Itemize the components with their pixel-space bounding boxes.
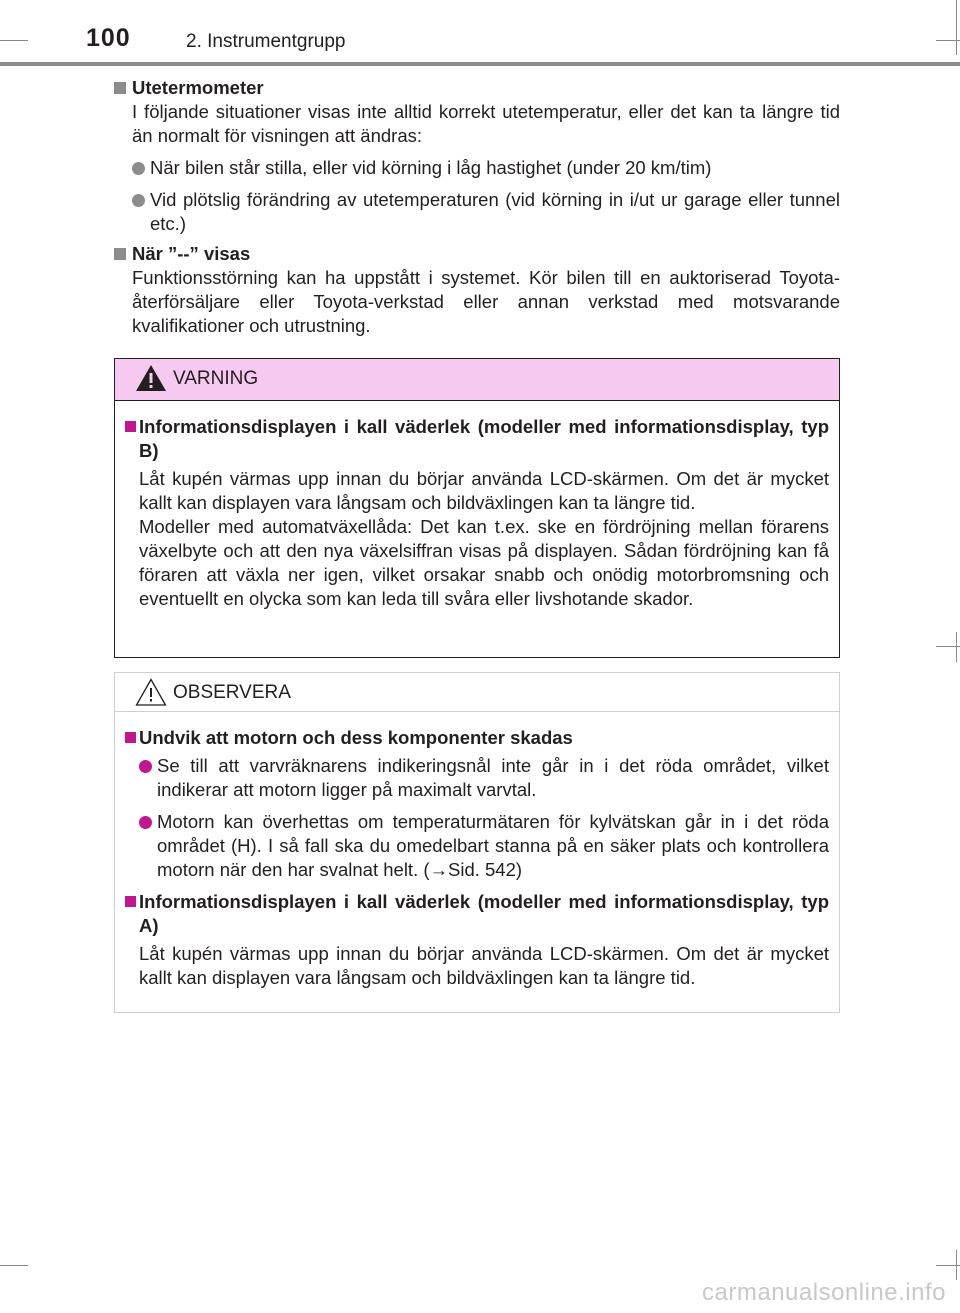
section-paragraph: Funktionsstörning kan ha uppstått i systemet. Kör bilen till en auktoriserad Toyota-återförsäljare eller Toyota-verkstad eller annan verkstad med motsvarande kvalifikationer och utrustning. <box>132 267 840 336</box>
warning-title: Informationsdisplayen i kall väderlek (modeller med informationsdisplay, typ B) <box>125 415 829 463</box>
notice-label: OBSERVERA <box>173 682 291 703</box>
warning-header <box>115 359 839 401</box>
warning-paragraph: Låt kupén värmas upp innan du börjar använda LCD-skärmen. Om det är mycket kallt kan displayen vara långsam och bildväxlingen kan ta längre tid. <box>139 468 829 513</box>
notice-section-title: Informationsdisplayen i kall väderlek (modeller med informationsdisplay, typ A) <box>125 890 829 938</box>
circle-bullet-icon <box>132 194 145 207</box>
notice-section-title: Undvik att motorn och dess komponenter skadas <box>125 726 829 750</box>
caution-triangle-icon <box>135 678 167 706</box>
notice-header <box>115 673 839 712</box>
watermark: carmanualsonline.info <box>702 1279 946 1306</box>
list-item: Vid plötslig förändring av utetemperaturen (vid körning in i/ut ur garage eller tunnel etc.) <box>114 188 840 236</box>
section-title: Utetermometer <box>114 76 840 100</box>
square-bullet-icon <box>114 82 126 94</box>
page-number: 100 <box>86 24 131 52</box>
square-bullet-icon <box>125 732 136 743</box>
circle-bullet-icon <box>139 816 152 829</box>
notice-paragraph: Låt kupén värmas upp innan du börjar använda LCD-skärmen. Om det är mycket kallt kan displayen vara långsam och bildväxlingen kan ta längre tid. <box>139 943 829 988</box>
square-bullet-icon <box>125 421 136 432</box>
circle-bullet-icon <box>139 760 152 773</box>
crop-mark <box>0 1265 28 1266</box>
list-item: Motorn kan överhettas om temperaturmätaren för kylvätskan går in i det röda området (H). I så fall ska du omedelbart stanna på en säker plats och kontrollera motorn när den har svalnat helt. (→Sid. 542) <box>125 810 829 882</box>
warning-box <box>114 358 840 658</box>
section-paragraph: I följande situationer visas inte alltid korrekt utetemperatur, eller det kan ta längre tid än normalt för visningen att ändras: <box>132 101 840 146</box>
warning-triangle-icon <box>135 364 167 392</box>
list-item: Se till att varvräknarens indikeringsnål inte går in i det röda området, vilket indikerar att motorn ligger på maximalt varvtal. <box>125 754 829 802</box>
square-bullet-icon <box>125 896 136 907</box>
notice-body <box>115 712 839 990</box>
crop-mark <box>956 1250 957 1280</box>
list-item: När bilen står stilla, eller vid körning i låg hastighet (under 20 km/tim) <box>114 156 840 180</box>
header-rule <box>0 62 960 66</box>
main-content <box>114 76 840 338</box>
warning-label: VARNING <box>173 368 259 389</box>
notice-box <box>114 672 840 1013</box>
crop-mark <box>956 632 957 662</box>
chapter-title: 2. Instrumentgrupp <box>186 31 346 52</box>
page-header <box>0 0 960 66</box>
circle-bullet-icon <box>132 162 145 175</box>
section-title: När ”--” visas <box>114 242 840 266</box>
square-bullet-icon <box>114 248 126 260</box>
warning-paragraph: Modeller med automatväxellåda: Det kan t.ex. ske en fördröjning mellan förarens växelbyte och att den nya växelsiffran visas på displayen. Sådan fördröjning kan få föraren att växla ner igen, vilket orsakar snabb och onödig motorbromsning och eventuellt en olycka som kan leda till svåra eller livshotande skador. <box>139 516 829 609</box>
warning-body <box>115 401 839 611</box>
